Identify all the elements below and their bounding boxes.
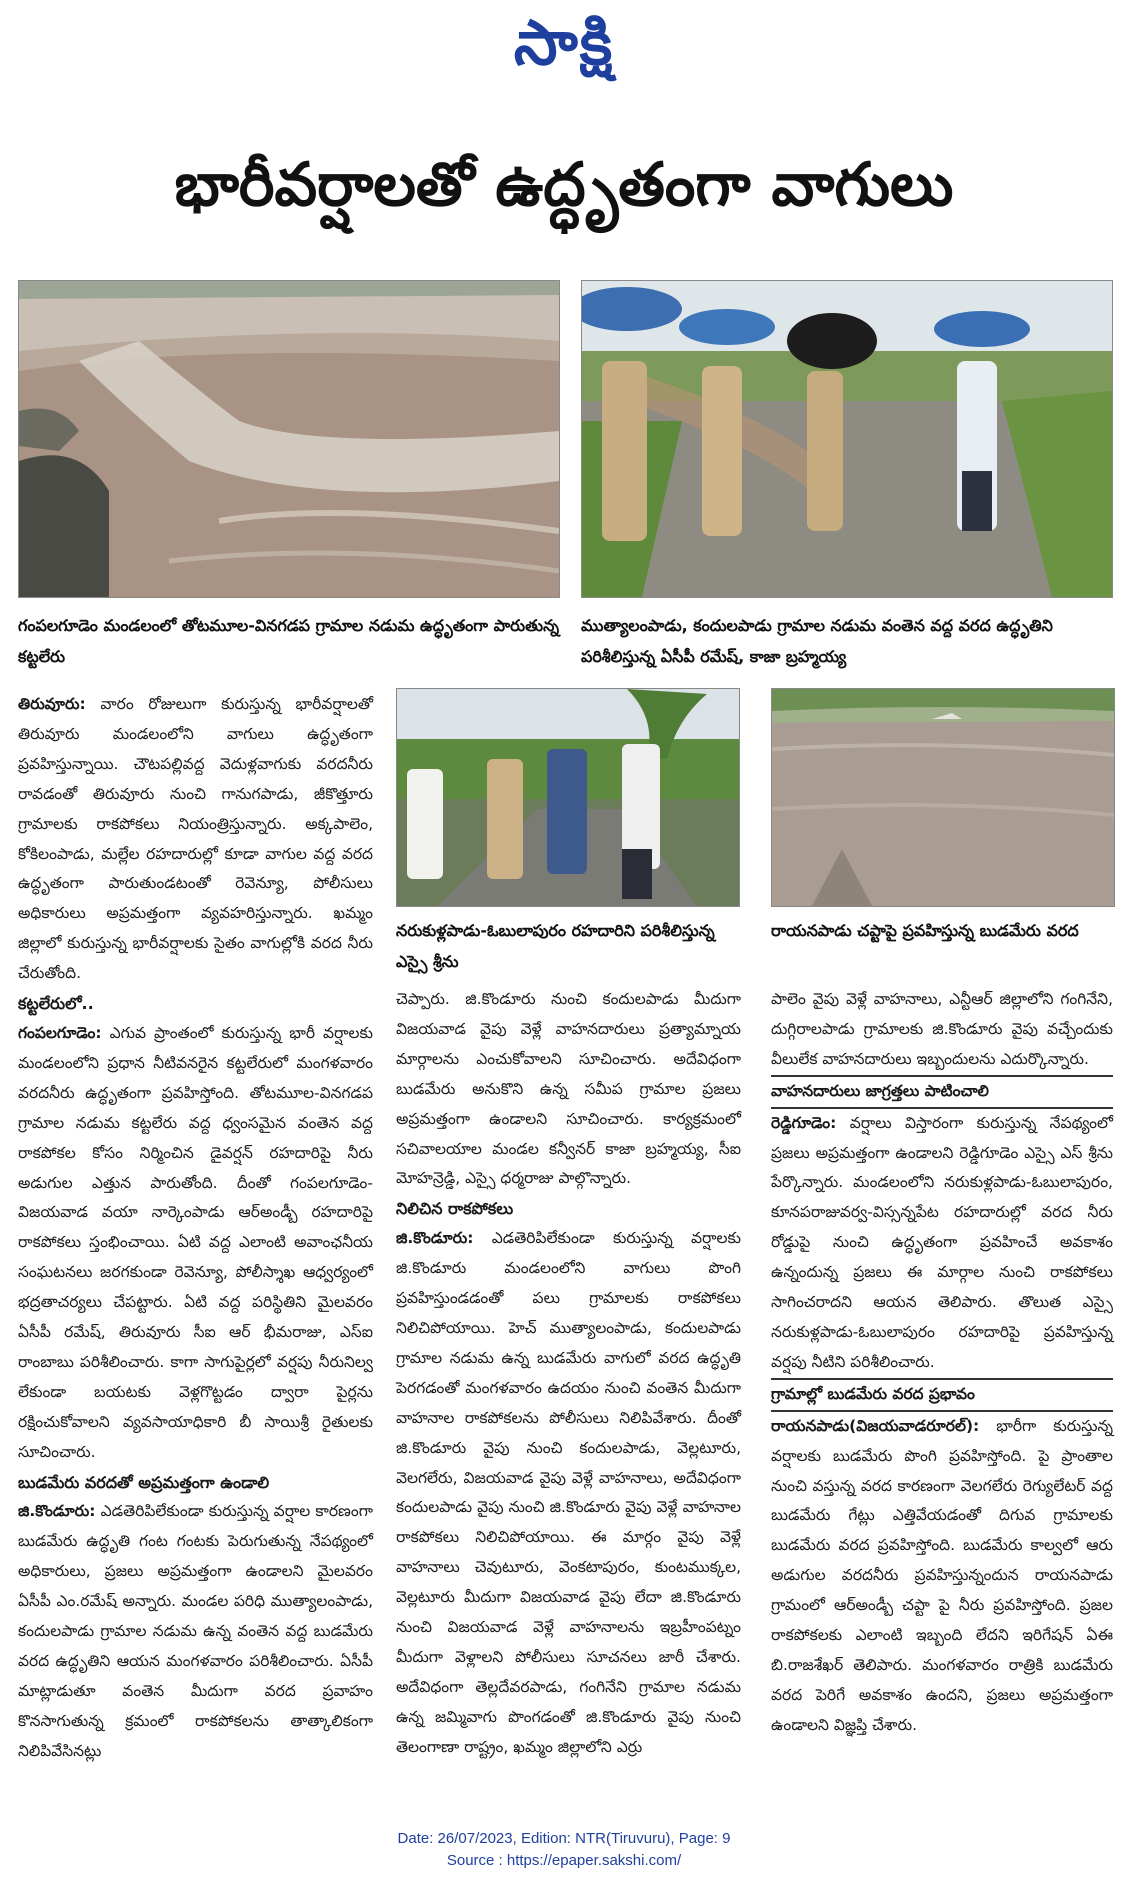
article-column-1 [18, 690, 373, 1767]
article-column-2 [396, 985, 741, 1763]
paragraph: పాలెం వైపు వెళ్లే వాహనాలు, ఎన్టీఆర్ జిల్లాలోని గంగినేని, దుగ్గిరాలపాడు గ్రామాలకు జి.కొండూరు వైపు వచ్చేందుకు వీలులేక వాహనదారులు ఇబ్బందులను ఎదుర్కొన్నారు. [771, 990, 1113, 1068]
subheading: వాహనదారులు జాగ్రత్తలు పాటించాలి [771, 1075, 1113, 1109]
dateline: జి.కొండూరు: [18, 1502, 96, 1521]
paragraph: వర్షాలు విస్తారంగా కురుస్తున్న నేపథ్యంలో ప్రజలు అప్రమత్తంగా ఉండాలని రెడ్డిగూడెం ఎస్సై ఎస్ శ్రీను పేర్కొన్నారు. మండలంలోని నరుకుళ్లపాడు-ఓబులాపురం, కూనపరాజువర్వ-విస్సన్నపేట రహదారుల్లో వరద నీరు రోడ్డుపై నుంచి ఉద్ధృతంగా ప్రవహించే అవకాశం ఉన్నందున్న ప్రజలు ఈ మార్గాల నుంచి రాకపోకలు సాగించరాదని ఆయన తెలిపారు. తొలుత ఎస్సై నరుకుళ్లపాడు-ఓబులాపురం రహదారిపై ప్రవహిస్తున్న వర్షపు నీటిని పరిశీలించారు. [771, 1113, 1113, 1371]
dateline: రెడ్డిగూడెం: [771, 1113, 837, 1132]
photo1-caption: గంపలగూడెం మండలంలో తోటమూల-వినగడప గ్రామాల నడుమ ఉద్ధృతంగా పారుతున్న కట్టలేరు [18, 616, 560, 666]
paragraph: ఎడతెరిపిలేకుండా కురుస్తున్న వర్షాలకు జి.కొండూరు మండలంలోని వాగులు పొంగి ప్రవహిస్తుండడంతో పలు గ్రామాలకు రాకపోకలు నిలిచిపోయాయి. హెచ్ ముత్యాలంపాడు, కందులపాడు గ్రామాల నడుమ ఉన్న బుడమేరు వాగులో వరద ఉద్ధృతి పెరగడంతో మంగళవారం ఉదయం నుంచి వంతెన మీదుగా వాహనాల రాకపోకలను పోలీసులు నిలిపివేశారు. దీంతో జి.కొండూరు వైపు నుంచి కందులపాడు, వెల్లటూరు, వెలగలేరు, విజయవాడ వైపు వెళ్లే వాహనాలు, అదేవిధంగా కందులపాడు వైపు నుంచి జి.కొండూరు వైపు వెళ్లే వాహనాల రాకపోకలు నిలిచిపోయాయి. ఈ మార్గం వైపు వెళ్లే వాహనాలు చెవుటూరు, వెంకటాపురం, కుంటముక్కల, వెల్లటూరు మీదుగా విజయవాడ వైపు లేదా జి.కొండూరు నుంచి విజయవాడ వెళ్లే వాహనాలను ఇబ్రహీంపట్నం మీదుగా వెళ్లాలని పోలీసులు సూచనలు జారీ చేశారు. అదేవిధంగా తెల్లదేవరపాడు, గంగినేని గ్రామాల నడుమ ఉన్న జమ్మివాగు పొంగడంతో జి.కొండూరు వైపు నుంచి తెలంగాణా రాష్ట్రం, ఖమ్మం జిల్లాలోని ఎర్రు [396, 1229, 741, 1756]
headline: భారీవర్షాలతో ఉద్ధృతంగా వాగులు [174, 150, 954, 220]
dateline: జి.కొండూరు: [396, 1229, 474, 1248]
photo3-caption: నరుకుళ్లపాడు-ఓబులాపురం రహదారిని పరిశీలిస్తున్న ఎస్సై శ్రీను [396, 921, 715, 971]
causeway-flood-photo [771, 688, 1115, 907]
paragraph: ఎడతెరిపిలేకుండా కురుస్తున్న వర్షాల కారణంగా బుడమేరు ఉద్ధృతి గంట గంటకు పెరుగుతున్న నేపథ్యంలో అధికారులు, ప్రజలు అప్రమత్తంగా ఉండాలని మైలవరం ఏసీపీ ఎం.రమేష్ అన్నారు. మండల పరిధి ముత్యాలంపాడు, కందులపాడు గ్రామాల నడుమ ఉన్న వంతెన వద్ద బుడమేరు వరద ఉద్ధృతిని ఆయన మంగళవారం పరిశీలించారు. ఏసీపీ మాట్లాడుతూ వంతెన మీదుగా వరద ప్రవాహం కొనసాగుతున్న క్రమంలో రాకపోకలను తాత్కాలికంగా నిలిపివేసినట్లు [18, 1502, 373, 1760]
photo2-caption: ముత్యాలంపాడు, కందులపాడు గ్రామాల నడుమ వంతెన వద్ద వరద ఉద్ధృతిని పరిశీలిస్తున్న ఏసీపీ రమేష్, కాజా బ్రహ్మయ్య [581, 616, 1053, 666]
subheading: బుడమేరు వరదతో అప్రమత్తంగా ఉండాలి [18, 1472, 270, 1492]
dateline: తిరువూరు: [18, 695, 86, 713]
si-inspection-photo [396, 688, 740, 907]
subheading: నిలిచిన రాకపోకలు [396, 1199, 514, 1219]
subheading: కట్టలేరులో.. [18, 994, 94, 1014]
paragraph: చెప్పారు. జి.కొండూరు నుంచి కందులపాడు మీదుగా విజయవాడ వైపు వెళ్లే వాహనదారులు ప్రత్యామ్నాయ మార్గాలను ఎంచుకోవాలని సూచించారు. అదేవిధంగా బుడమేరు అనుకొని ఉన్న సమీప గ్రామాల ప్రజలు అప్రమత్తంగా ఉండాలని సూచించారు. కార్యక్రమంలో సచివాలయాల మండల కన్వీనర్ కాజా బ్రహ్మయ్య, సీఐ మోహన్రెడ్డి, ఎస్సై ధర్మరాజు పాల్గొన్నారు. [396, 990, 741, 1188]
paragraph: ఎగువ ప్రాంతంలో కురుస్తున్న భారీ వర్షాలకు మండలంలోని ప్రధాన నీటివనరైన కట్టలేరులో మంగళవారం వరదనీరు ఉద్ధృతంగా ప్రవహిస్తోంది. తోటమూల-వినగడప గ్రామాల నడుమ కట్టలేరు వద్ద ధ్వంసమైన వంతెన వద్ద రాకపోకల కోసం నిర్మించిన డైవర్షన్ రహదారిపై నీరు అడుగుల ఎత్తున పారుతోంది. దీంతో గంపలగూడెం-విజయవాడ వయా నార్కెంపాడు ఆర్అండ్బీ రహదారిపై రాకపోకలు స్తంభించాయి. ఏటి వద్ద ఎలాంటి అవాంఛనీయ సంఘటనలు జరగకుండా రెవెన్యూ, పోలీస్శాఖ ఆధ్వర్యంలో భద్రతాచర్యలు చేపట్టారు. ఏటి వద్ద పరిస్థితిని మైలవరం ఏసీపీ రమేష్, తిరువూరు సీఐ ఆర్ భీమరాజు, ఎస్ఐ రాంబాబు పరిశీలించారు. కాగా సాగుపైర్లలో వర్షపు నీరునిల్వ లేకుండా బయటకు వెళ్లగొట్టడం ద్వారా పైర్లను రక్షించుకోవాలని వ్యవసాయాధికారి బీ సాయిశ్రీ రైతులకు సూచించారు. [18, 1023, 373, 1461]
masthead-logo: సాక్షి [513, 6, 615, 79]
subheading: గ్రామాల్లో బుడమేరు వరద ప్రభావం [771, 1378, 1113, 1412]
officers-bridge-photo [581, 280, 1113, 598]
paragraph: భారీగా కురుస్తున్న వర్షాలకు బుడమేరు పొంగి ప్రవహిస్తోంది. పై ప్రాంతాల నుంచి వస్తున్న వరద కారణంగా వెలగలేరు రెగ్యులేటర్ వద్ద బుడమేరు గేట్లు ఎత్తివేయడంతో దిగువ గ్రామాలకు బుడమేరు వరద ప్రవహిస్తోంది. బుడమేరు కాల్వలో ఆరు అడుగుల వరదనీరు ప్రవహిస్తున్నందున రాయనపాడు గ్రామంలో ఆర్అండ్బీ చప్టా పై నీరు ప్రవహిస్తోంది. ప్రజల రాకపోకలకు ఎలాంటి ఇబ్బంది లేదని ఇరిగేషన్ ఏఈ బి.రాజశేఖర్ తెలిపారు. మంగళవారం రాత్రికి బుడమేరు వరద పెరిగే అవకాశం ఉందని, ప్రజలు అప్రమత్తంగా ఉండాలని విజ్ఞప్తి చేశారు. [771, 1416, 1113, 1734]
dateline: రాయనపాడు(విజయవాడరూరల్): [771, 1416, 980, 1435]
footer-source: Source : https://epaper.sakshi.com/ [446, 1852, 682, 1869]
paragraph: వారం రోజులుగా కురుస్తున్న భారీవర్షాలతో తిరువూరు మండలంలోని వాగులు ఉద్ధృతంగా ప్రవహిస్తున్నాయి. చౌటపల్లివద్ద వెదుళ్లవాగుకు వరదనీరు రావడంతో తిరువూరు నుంచి గానుగపాడు, జీకొత్తూరు గ్రామాలకు రాకపోకలు నియంత్రిస్తున్నారు. అక్కపాలెం, కోకిలంపాడు, మల్లేల రహదారుల్లో కూడా వాగుల వద్ద వరద ఉద్ధృతంగా పారుతుండటంతో రెవెన్యూ, పోలీసులు అధికారులు అప్రమత్తంగా వ్యవహరిస్తున్నారు. ఖమ్మం జిల్లాలో కురుస్తున్న భారీవర్షాలకు సైతం వాగుల్లోకి వరద నీరు చేరుతోంది. [18, 695, 373, 983]
photo4-caption: రాయనపాడు చప్టాపై ప్రవహిస్తున్న బుడమేరు వరద [771, 921, 1079, 940]
article-column-3 [771, 985, 1113, 1741]
footer-date: Date: 26/07/2023, Edition: NTR(Tiruvuru), Page: 9 [397, 1830, 731, 1847]
flood-river-photo [18, 280, 560, 598]
dateline: గంపలగూడెం: [18, 1023, 102, 1042]
